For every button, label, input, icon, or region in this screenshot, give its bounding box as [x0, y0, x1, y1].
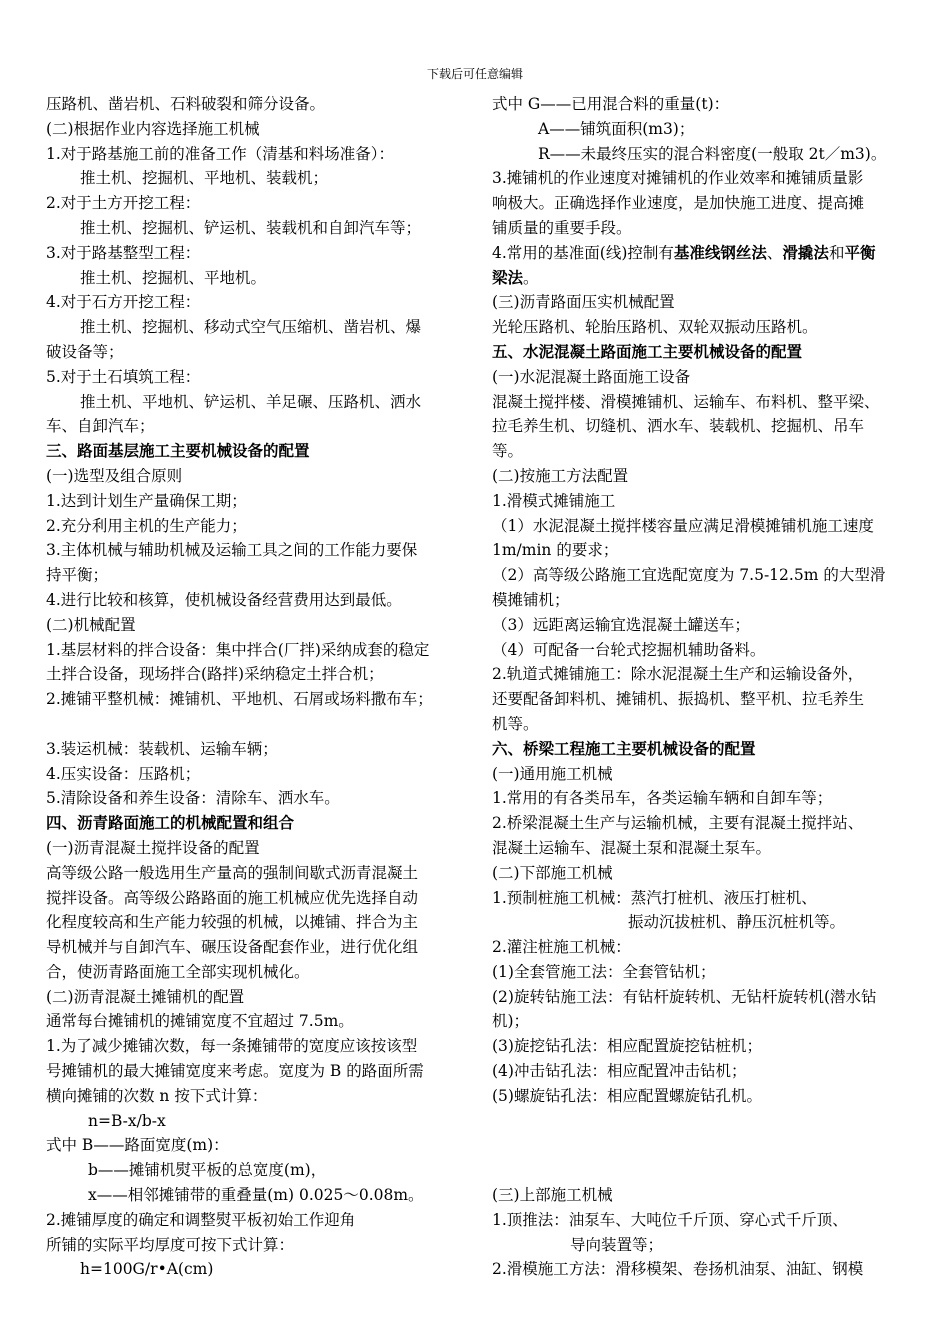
formula: h=100G/r•A(cm) [80, 1260, 214, 1279]
left-column [46, 92, 466, 1282]
bold-term: 滑撬法 [782, 242, 829, 262]
text-run: 4.常用的基准面(线)控制有 [492, 243, 674, 262]
text-line: 化程度较高和生产能力较强的机械，以摊铺、拌合为主 [46, 913, 419, 932]
text-line: 响极大。正确选择作业速度，是加快施工进度、提高摊 [492, 194, 865, 213]
text-line: 号摊铺机的最大摊铺宽度来考虑。宽度为 B 的路面所需 [46, 1062, 424, 1081]
subsection-heading: (二)机械配置 [46, 615, 136, 634]
list-item: 1.顶推法：油泵车、大吨位千斤顶、穿心式千斤顶、 [492, 1210, 848, 1229]
text-line [492, 266, 910, 291]
text-line: 铺质量的重要手段。 [492, 218, 632, 237]
list-item: 1.为了减少摊铺次数，每一条摊铺带的宽度应该按该型 [46, 1037, 418, 1056]
blank-space [492, 1109, 910, 1183]
bold-term: 基准线钢丝法 [673, 242, 767, 262]
text-line: 推土机、挖掘机、平地机、装载机； [80, 169, 329, 188]
blank-line [46, 712, 466, 737]
list-item: 2.桥梁混凝土生产与运输机械，主要有混凝土搅拌站、 [492, 814, 864, 833]
text-line: 持平衡； [46, 566, 109, 585]
list-item: (3)旋挖钻孔法：相应配置旋挖钻桩机； [492, 1037, 762, 1056]
list-item: (5)螺旋钻孔法：相应配置螺旋钻孔机。 [492, 1086, 762, 1105]
list-item [492, 241, 910, 266]
list-item: (1)全套管施工法：全套管钻机； [492, 962, 716, 981]
formula: n=B-x/b-x [88, 1111, 166, 1130]
text-line: b——摊铺机熨平板的总宽度(m)， [88, 1161, 327, 1180]
list-item: 4.对于石方开挖工程： [46, 293, 201, 312]
text-line: 1m/min 的要求； [492, 541, 619, 560]
text-line: 所铺的实际平均厚度可按下式计算： [46, 1235, 295, 1254]
text-line: A——铺筑面积(m3)； [538, 119, 695, 138]
subsection-heading: (二)下部施工机械 [492, 863, 613, 882]
list-item: (4)冲击钻孔法：相应配置冲击钻机； [492, 1062, 747, 1081]
text-line: 模摊铺机； [492, 590, 570, 609]
list-item: 4.进行比较和核算，使机械设备经营费用达到最低。 [46, 590, 402, 609]
text-line: 机)； [492, 1012, 530, 1031]
text-line: 推土机、挖掘机、移动式空气压缩机、凿岩机、爆 [80, 318, 422, 337]
list-item: 3.对于路基整型工程： [46, 243, 201, 262]
list-item: (2)旋转钻施工法：有钻杆旋转机、无钻杆旋转机(潜水钻 [492, 987, 877, 1006]
text-line: 机等。 [492, 714, 539, 733]
text-line: 混凝土搅拌楼、滑模摊铺机、运输车、布料机、整平梁、 [492, 392, 880, 411]
text-run: 、 [766, 243, 783, 262]
list-item: 1.预制桩施工机械：蒸汽打桩机、液压打桩机、 [492, 888, 817, 907]
text-line: x——相邻摊铺带的重叠量(m) 0.025～0.08m。 [88, 1186, 424, 1205]
list-item: 1.达到计划生产量确保工期； [46, 491, 247, 510]
list-item: （1）水泥混凝土搅拌楼容量应满足滑模摊铺机施工速度 [492, 516, 874, 535]
subsection-heading: (三)沥青路面压实机械配置 [492, 293, 675, 312]
text-line: 通常每台摊铺机的摊铺宽度不宜超过 7.5m。 [46, 1012, 354, 1031]
text-line: 拉毛养生机、切缝机、洒水车、装载机、挖掘机、吊车 [492, 417, 865, 436]
text-line: 式中 G——已用混合料的重量(t)： [492, 95, 730, 113]
list-item: 5.对于土石填筑工程： [46, 367, 201, 386]
subsection-heading: (一)选型及组合原则 [46, 466, 183, 485]
list-item: （3）远距离运输宜选混凝土罐送车； [492, 615, 750, 634]
text-run: 。 [523, 268, 539, 287]
text-line: 破设备等； [46, 342, 124, 361]
list-item: 2.滑模施工方法：滑移模架、卷扬机油泵、油缸、钢模 [492, 1260, 864, 1279]
subsection-heading: (一)沥青混凝土搅拌设备的配置 [46, 838, 260, 857]
list-item: 1.对于路基施工前的准备工作（清基和料场准备）： [46, 144, 395, 163]
list-item: （2）高等级公路施工宜选配宽度为 7.5-12.5m 的大型滑 [492, 566, 886, 585]
subsection-heading: (二)沥青混凝土摊铺机的配置 [46, 987, 245, 1006]
subsection-heading: (二)按施工方法配置 [492, 466, 629, 485]
list-item: 5.清除设备和养生设备：清除车、洒水车。 [46, 789, 340, 808]
list-item: 2.轨道式摊铺施工：除水泥混凝土生产和运输设备外， [492, 665, 864, 684]
section-heading: 三、路面基层施工主要机械设备的配置 [46, 441, 310, 461]
text-line: 混凝土运输车、混凝土泵和混凝土泵车。 [492, 838, 772, 857]
right-column [492, 92, 910, 1282]
list-item: 3.装运机械：装载机、运输车辆； [46, 739, 278, 758]
text-line: 推土机、挖掘机、平地机。 [80, 268, 267, 287]
list-item: （4）可配备一台轮式挖掘机辅助备料。 [492, 640, 766, 659]
text-line: 光轮压路机、轮胎压路机、双轮双振动压路机。 [492, 318, 818, 337]
section-heading: 五、水泥混凝土路面施工主要机械设备的配置 [492, 341, 803, 361]
section-heading: 四、沥青路面施工的机械配置和组合 [46, 813, 295, 833]
text-line: 搅拌设备。高等级公路路面的施工机械应优先选择自动 [46, 888, 419, 907]
subsection-heading: (一)水泥混凝土路面施工设备 [492, 367, 691, 386]
text-line: 还要配备卸料机、摊铺机、振捣机、整平机、拉毛养生 [492, 690, 865, 709]
bold-term: 梁法 [492, 267, 524, 287]
text-line: 等。 [492, 442, 524, 461]
text-line: 压路机、凿岩机、石料破裂和筛分设备。 [46, 95, 326, 113]
text-line: 车、自卸汽车； [46, 417, 155, 436]
bold-term: 平衡 [844, 242, 876, 262]
subsection-heading: (二)根据作业内容选择施工机械 [46, 119, 260, 138]
list-item: 1.基层材料的拌合设备：集中拌合(厂拌)采纳成套的稳定 [46, 640, 430, 659]
list-item: 2.充分利用主机的生产能力； [46, 516, 247, 535]
text-line: 式中 B——路面宽度(m)： [46, 1136, 229, 1155]
list-item: 3.主体机械与辅助机械及运输工具之间的工作能力要保 [46, 541, 418, 560]
text-line: 土拌合设备，现场拌合(路拌)采纳稳定土拌合机； [46, 665, 384, 684]
list-item: 1.滑模式摊铺施工 [492, 491, 616, 510]
page-header: 下载后可任意编辑 [426, 67, 523, 81]
list-item: 1.常用的有各类吊车，各类运输车辆和自卸车等； [492, 789, 833, 808]
text-line: 合，使沥青路面施工全部实现机械化。 [46, 962, 310, 981]
list-item: 2.摊铺厚度的确定和调整熨平板初始工作迎角 [46, 1210, 356, 1229]
text-line: 推土机、平地机、铲运机、羊足碾、压路机、洒水 [80, 392, 422, 411]
list-item: 2.灌注桩施工机械： [492, 938, 631, 957]
text-run: 和 [828, 243, 845, 262]
list-item: 2.对于土方开挖工程： [46, 194, 201, 213]
subsection-heading: (一)通用施工机械 [492, 764, 613, 783]
text-line: 导机械并与自卸汽车、碾压设备配套作业，进行优化组 [46, 938, 419, 957]
text-line: 高等级公路一般选用生产量高的强制间歇式沥青混凝土 [46, 863, 419, 882]
section-heading: 六、桥梁工程施工主要机械设备的配置 [492, 738, 756, 758]
text-line: R——未最终压实的混合料密度(一般取 2t／m3)。 [538, 144, 887, 163]
subsection-heading: (三)上部施工机械 [492, 1186, 613, 1205]
text-line: 推土机、挖掘机、铲运机、装载机和自卸汽车等； [80, 218, 422, 237]
text-line: 振动沉拔桩机、静压沉桩机等。 [628, 913, 846, 932]
list-item: 2.摊铺平整机械：摊铺机、平地机、石屑或场料撒布车； [46, 690, 433, 709]
list-item: 4.压实设备：压路机； [46, 764, 201, 783]
list-item: 3.摊铺机的作业速度对摊铺机的作业效率和摊铺质量影 [492, 169, 864, 188]
text-line: 导向装置等； [570, 1235, 664, 1254]
text-line: 横向摊铺的次数 n 按下式计算： [46, 1086, 268, 1105]
